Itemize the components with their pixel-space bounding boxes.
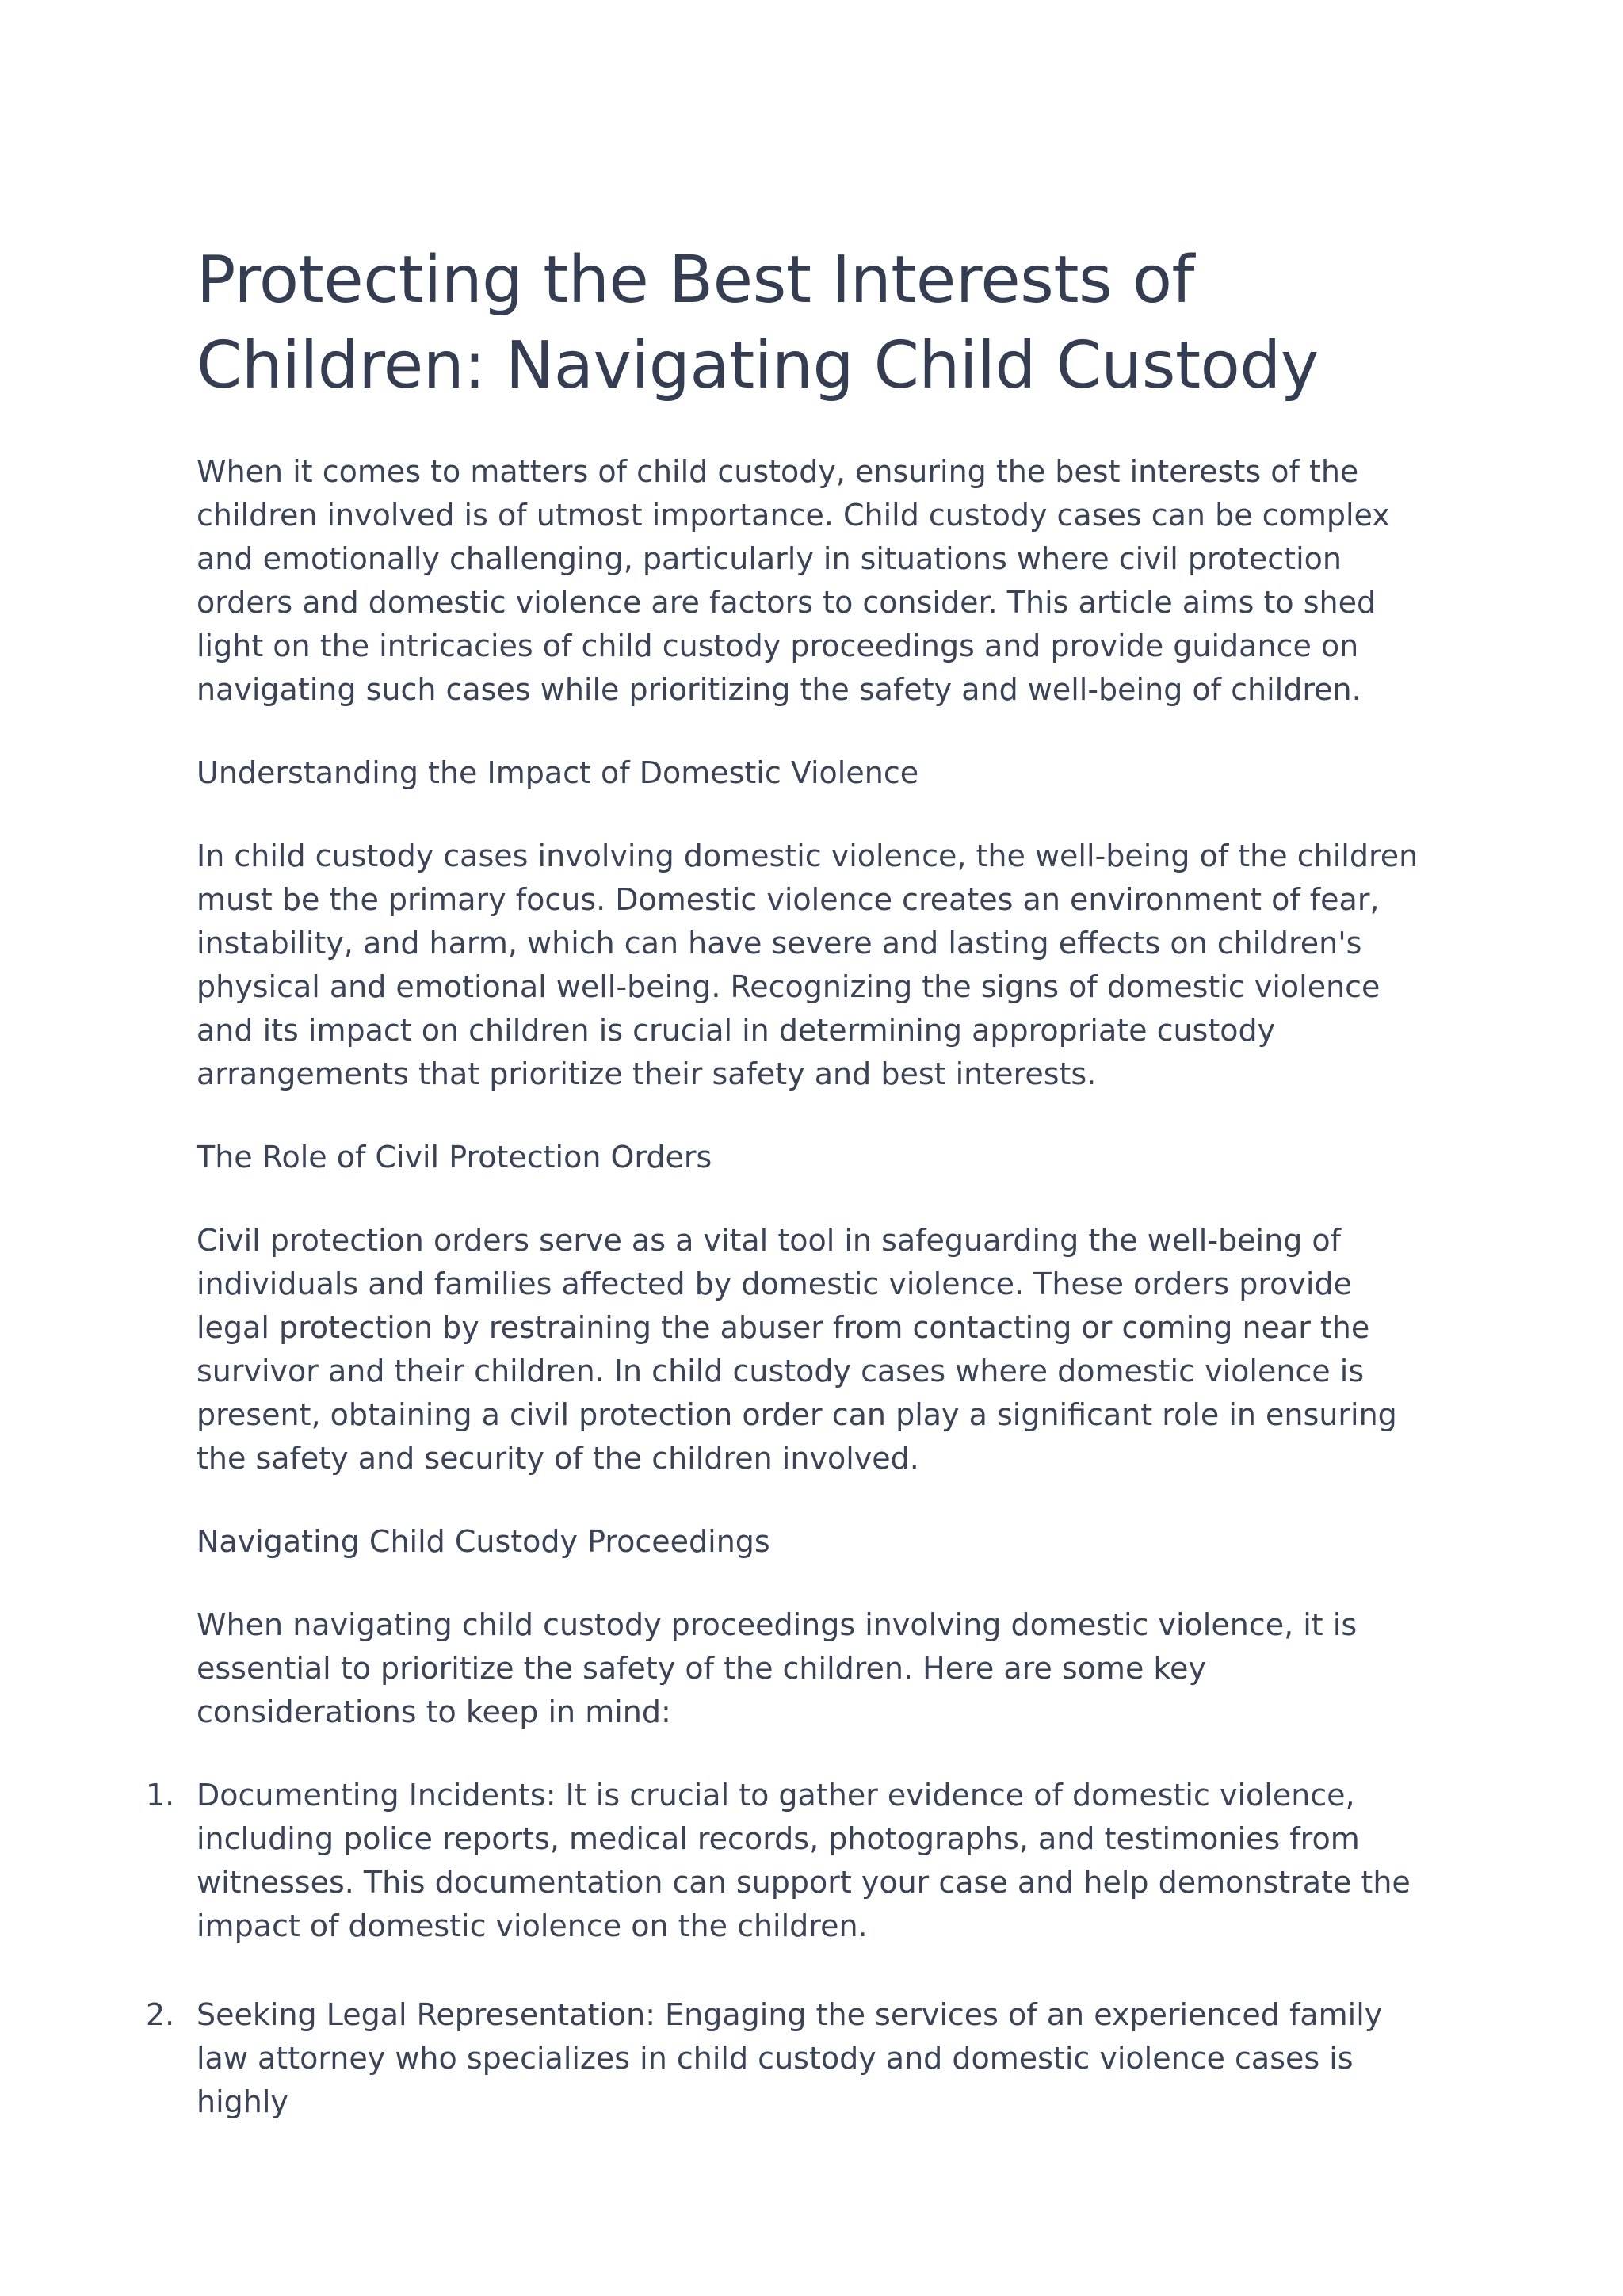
section-heading: Navigating Child Custody Proceedings [197,1524,770,1559]
section-heading: Understanding the Impact of Domestic Violence [197,755,919,790]
list-item-number: 1. [146,1778,175,1813]
intro-paragraph: When it comes to matters of child custody, ensuring the best interests of the children involved is of utmost importance. Child custody cases can be complex and emotionally challenging, particularly in situations where civil protection orders and domestic violence are factors to consider. This article aims to shed light on the intricacies of child custody proceedings and provide guidance on navigating such cases while prioritizing the safety and well-being of children. [197,454,1390,707]
list-item [146,1993,1433,2124]
list-item-number: 2. [146,1997,175,2032]
document-title: Protecting the Best Interests of Children: Navigating Child Custody [197,243,1319,403]
list-item-text: Documenting Incidents: It is crucial to gather evidence of domestic violence, including police reports, medical records, photographs, and testimonies from witnesses. This documentation can support your case and help demonstrate the impact of domestic violence on the children. [197,1778,1411,1943]
list-item-text: Seeking Legal Representation: Engaging the services of an experienced family law attorney who specializes in child custody and domestic violence cases is highly [197,1997,1383,2119]
section-paragraph: When navigating child custody proceedings involving domestic violence, it is essential to prioritize the safety of the children. Here are some key considerations to keep in mind: [197,1607,1358,1729]
section-heading: The Role of Civil Protection Orders [197,1140,712,1175]
section-paragraph: Civil protection orders serve as a vital tool in safeguarding the well-being of individuals and families affected by domestic violence. These orders provide legal protection by restraining the abuser from contacting or coming near the survivor and their children. In child custody cases where domestic violence is present, obtaining a civil protection order can play a significant role in ensuring the safety and security of the children involved. [197,1223,1397,1476]
document-content [146,238,1433,2169]
list-item [146,1774,1433,1948]
section-paragraph: In child custody cases involving domestic violence, the well-being of the children must be the primary focus. Domestic violence creates an environment of fear, instability, and harm, which can have severe and lasting effects on children's physical and emotional well-being. Recognizing the signs of domestic violence and its impact on children is crucial in determining appropriate custody arrangements that prioritize their safety and best interests. [197,839,1419,1091]
considerations-list [146,1774,1433,2124]
